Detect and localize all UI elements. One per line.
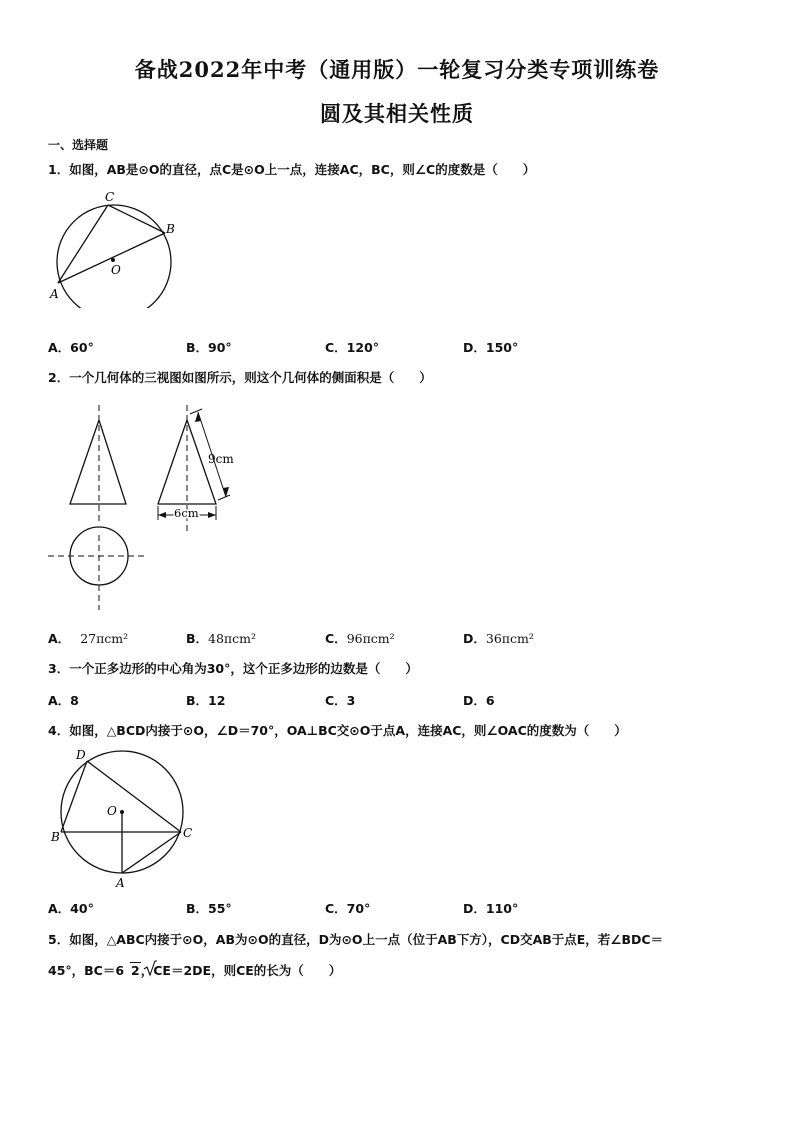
q1-option-b[interactable]: B．90° (186, 340, 232, 355)
question-4-figure (40, 744, 200, 892)
front-view-triangle (70, 420, 126, 504)
chord-ac (122, 832, 181, 873)
option-value: 27πcm² (80, 631, 129, 646)
label-o: O (107, 804, 117, 818)
page-subtitle: 圆及其相关性质 (320, 101, 474, 126)
center-point (120, 810, 124, 814)
base-arrow-left (158, 512, 166, 518)
slant-ext-top (190, 409, 202, 414)
q2-option-d[interactable] (463, 629, 534, 647)
slant-label: 9cm (208, 452, 234, 466)
sqrt-radicand: 2 (131, 963, 140, 978)
question-2-text: 2．一个几何体的三视图如图所示，则这个几何体的侧面积是（ ） (48, 370, 432, 385)
section-heading: 一、选择题 (48, 138, 109, 152)
label-a: A (50, 287, 59, 301)
question-2-figure (40, 400, 260, 612)
base-arrow-right (208, 512, 216, 518)
label-o: O (111, 263, 121, 277)
center-point (111, 258, 115, 262)
q4-option-b[interactable]: B．55° (186, 901, 232, 916)
option-letter: D． (463, 631, 486, 646)
q5-text-part2: ，CE＝2DE，则CE的长为（ ） (140, 963, 342, 978)
question-1-text: 1．如图，AB是⊙O的直径，点C是⊙O上一点，连接AC，BC，则∠C的度数是（ ） (48, 162, 536, 177)
q5-text-part1: 45°，BC＝6 (48, 963, 125, 978)
label-b: B (51, 830, 60, 844)
page-title: 备战2022年中考（通用版）一轮复习分类专项训练卷 (134, 57, 660, 82)
option-letter: C． (325, 631, 347, 646)
q2-option-a[interactable] (48, 629, 128, 647)
label-d: D (76, 748, 86, 762)
q1-option-a[interactable]: A．60° (48, 340, 94, 355)
q1-option-c[interactable]: C．120° (325, 340, 380, 355)
q4-option-c[interactable]: C．70° (325, 901, 371, 916)
question-5-text-line1: 5．如图，△ABC内接于⊙O，AB为⊙O的直径，D为⊙O上一点（位于AB下方），CD交AB于点E，若∠BDC＝ (48, 932, 664, 947)
q3-option-a[interactable]: A．8 (48, 693, 79, 708)
question-1-figure (40, 188, 190, 308)
label-c: C (183, 826, 193, 840)
option-letter: A． (48, 631, 71, 646)
base-label: 6cm (174, 506, 199, 520)
q1-option-d[interactable]: D．150° (463, 340, 519, 355)
chord-db (61, 761, 87, 832)
q2-option-b[interactable] (186, 629, 256, 647)
label-b: B (166, 222, 175, 236)
q4-option-d[interactable]: D．110° (463, 901, 519, 916)
sqrt-sign-icon (143, 958, 157, 978)
question-5-text-line2 (48, 961, 341, 979)
q2-option-c[interactable] (325, 629, 395, 647)
label-c: C (105, 190, 115, 204)
q3-option-b[interactable]: B．12 (186, 693, 226, 708)
slant-ext-bottom (218, 495, 230, 500)
label-a: A (116, 876, 125, 890)
option-letter: B． (186, 631, 209, 646)
question-3-text: 3．一个正多边形的中心角为30°，这个正多边形的边数是（ ） (48, 661, 418, 676)
question-4-text: 4．如图，△BCD内接于⊙O，∠D＝70°，OA⊥BC交⊙O于点A，连接AC，则∠OAC的度数为（ ） (48, 723, 627, 738)
option-value: 36πcm² (485, 631, 534, 646)
q4-option-a[interactable]: A．40° (48, 901, 94, 916)
q3-option-c[interactable]: C．3 (325, 693, 356, 708)
option-value: 48πcm² (208, 631, 257, 646)
option-value: 96πcm² (346, 631, 395, 646)
q3-option-d[interactable]: D．6 (463, 693, 495, 708)
